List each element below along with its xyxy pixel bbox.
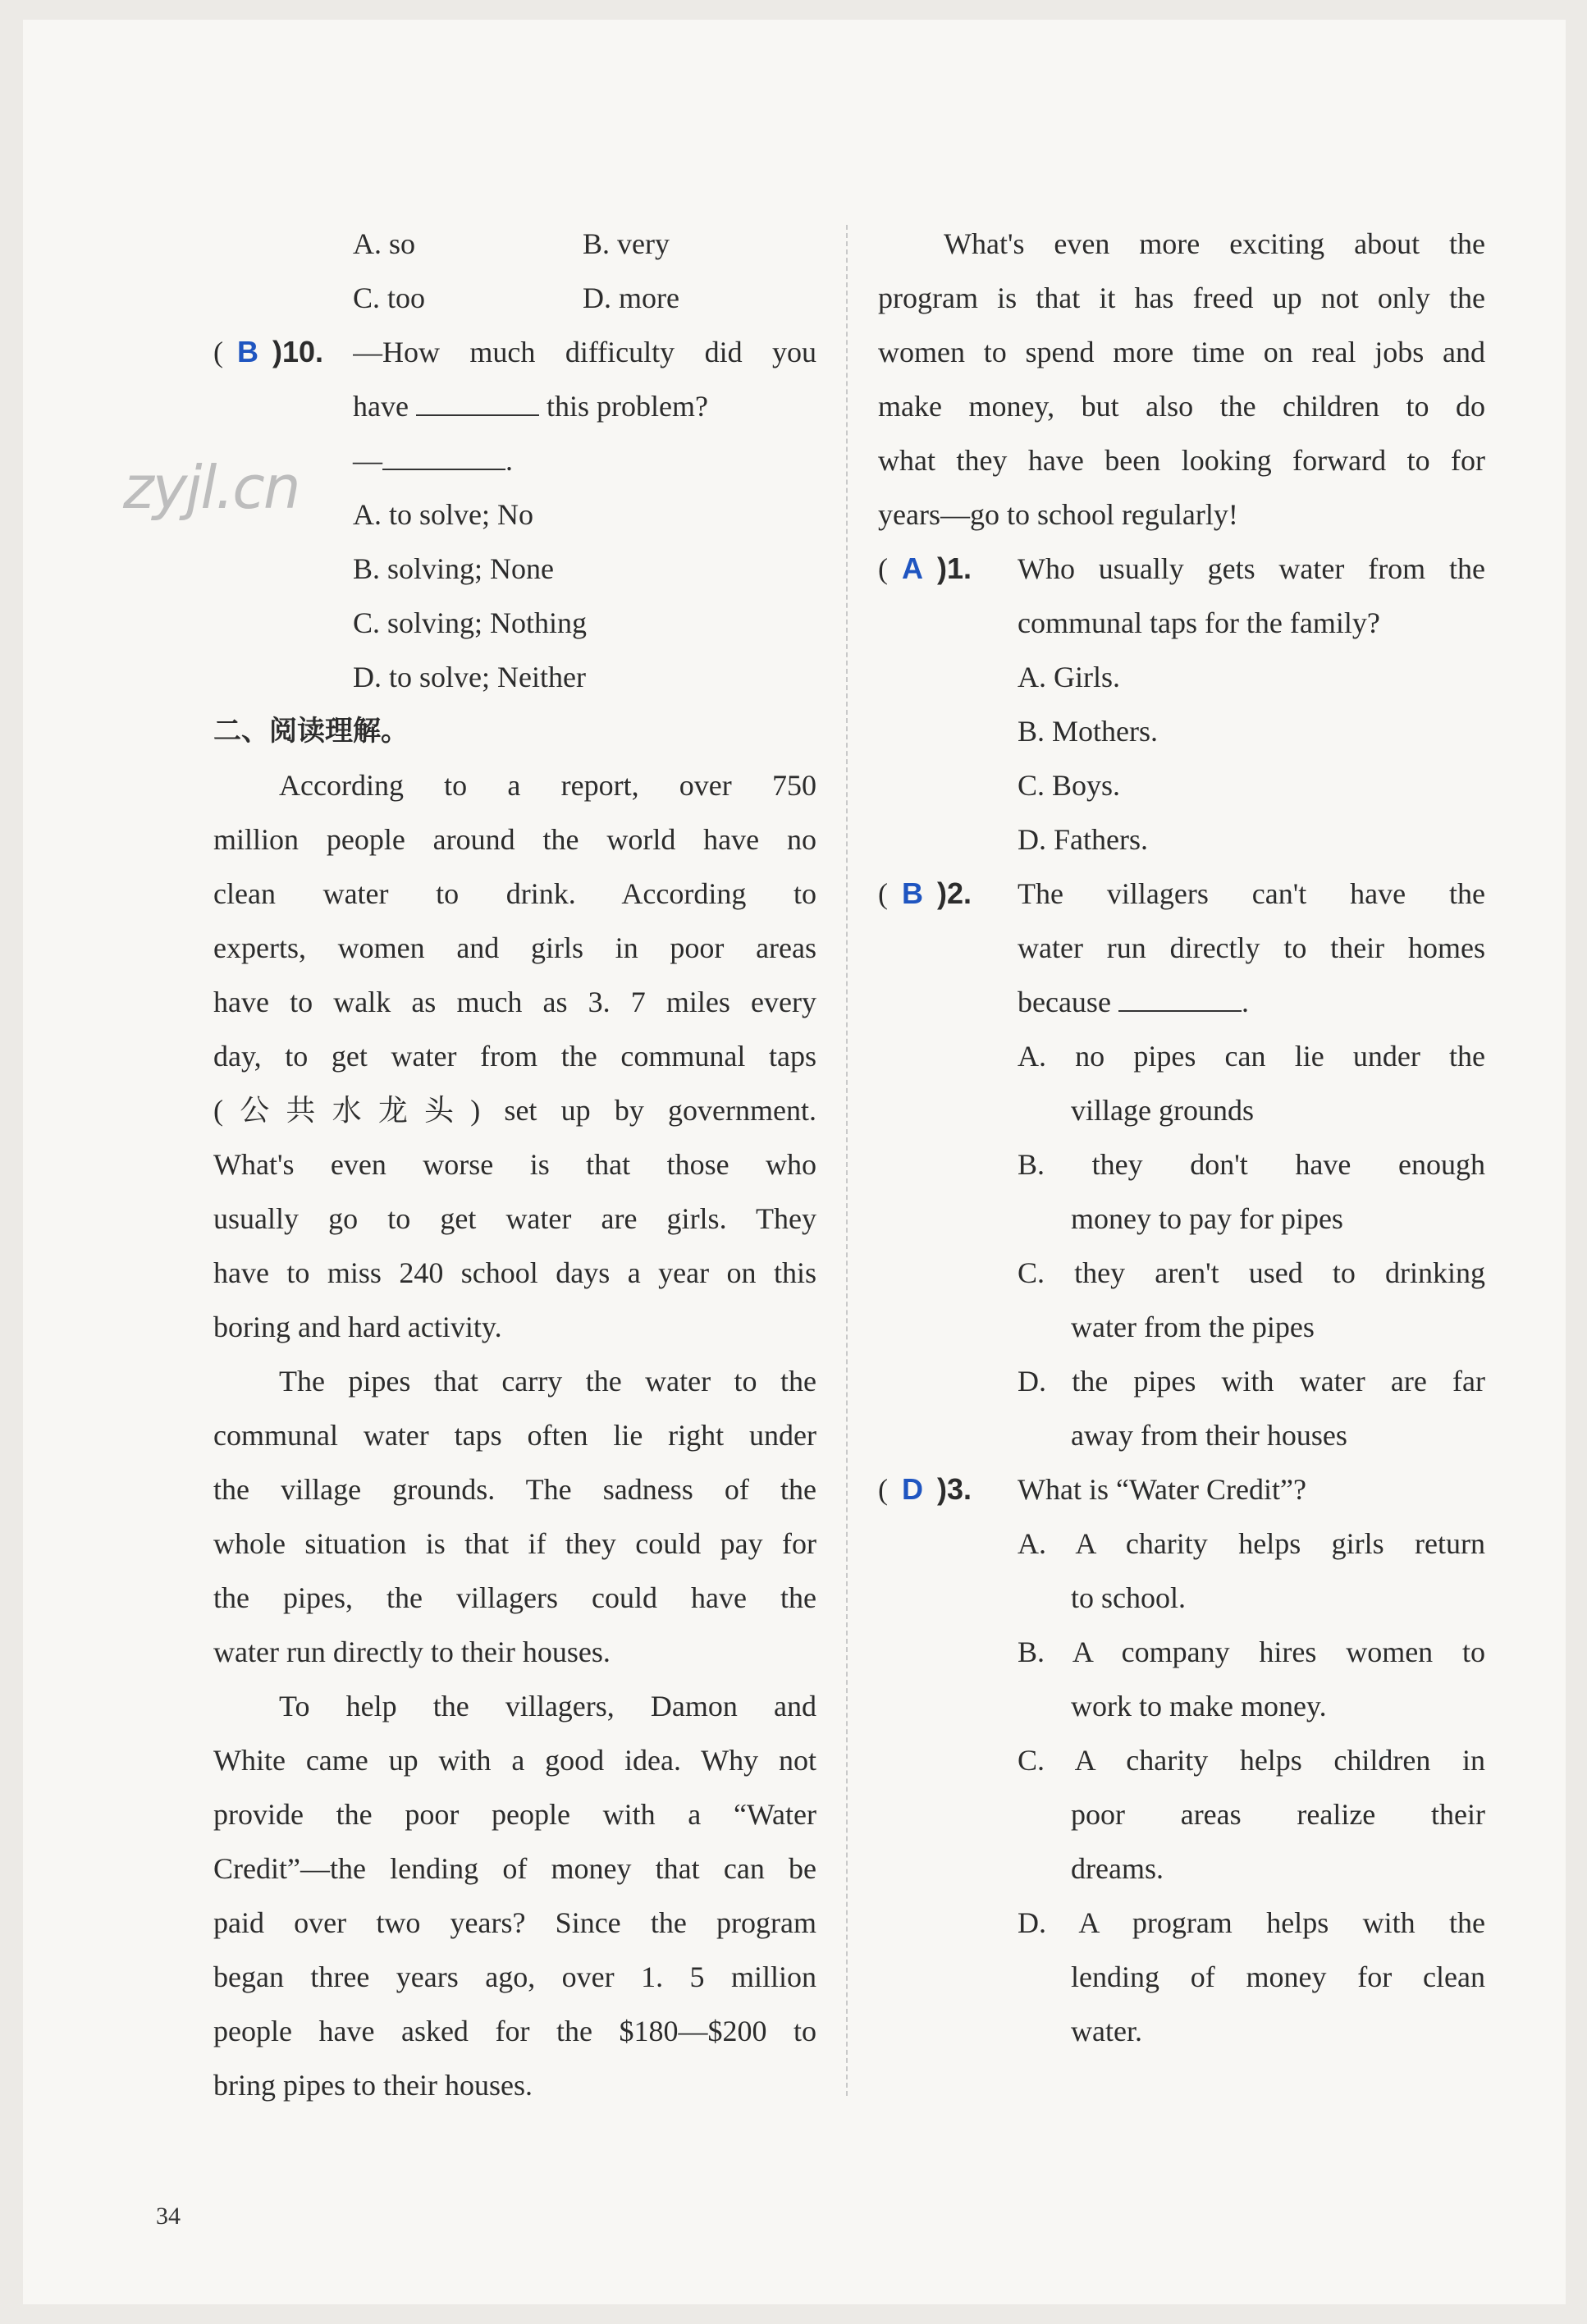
watermark: zyjl.cn (123, 453, 300, 522)
section-title: 二、阅读理解。 (213, 715, 409, 748)
answer-blank (416, 391, 539, 416)
passage-paragraph-4: What's even more exciting about the program is that it has freed up not only the women to spend more time on real jobs and make money, but also the children to do what they have been looking forward to for years—go to school regularly! (878, 227, 1485, 531)
column-divider (846, 225, 848, 2096)
passage-paragraph-2: The pipes that carry the water to the communal water taps often lie right under the village grounds. The sadness of the whole situation is that if they could pay for the pipes, the villagers could have the water run directly to their houses. (213, 1365, 816, 1668)
prev-options-row (213, 271, 816, 325)
answer-mark: A (902, 551, 923, 585)
right-column: What's even more exciting about the program is that it has freed up not only the women to spend more time on real jobs and make money, but also the children to do what they have been looking forward to for years—go to school regularly! ( A )1. Who usually gets water from the communal taps for the family? A. Girls. B. Mothers. C. Boys. D. Fathers. ( B )2. The villagers can't have the water run directly to their homes because . A. no pipes can lie under the village grounds B. they don't have enough money to pay for pipes C. they aren't used to drinking water from the pipes D. the pipes with water are far away from their houses ( D )3. What is “Water Credit”? A. A charity helps girls return to school. B. A company hires women to work to make money. C. A charity helps children in poor areas realize their dreams. D. A program helps with the lending of money for clean water. (878, 217, 1485, 2058)
option-c: C. too (353, 281, 426, 314)
question-prefix: ( B )10. (213, 325, 353, 379)
reply-line: — . (353, 444, 513, 477)
left-column (213, 217, 816, 2112)
option: C. they aren't used to drinking (1018, 1256, 1485, 1289)
option: D. to solve; Neither (353, 661, 586, 693)
option: D. Fathers. (1018, 823, 1148, 856)
answer-blank (382, 446, 505, 470)
question-10 (213, 325, 816, 379)
question-prefix: ( A )1. (878, 542, 1018, 596)
option: A. Girls. (1018, 661, 1120, 693)
question-number: )1. (937, 551, 972, 585)
answer-mark: B (237, 335, 258, 368)
option-d: D. more (583, 281, 679, 314)
answer-mark: B (902, 876, 923, 910)
answer-mark: D (902, 1472, 923, 1506)
passage-paragraph-1: According to a report, over 750 million people around the world have no clean water to drink. According to experts, women and girls in poor areas have to walk as much as 3. 7 miles every day, to get water from the communal taps (公共水龙头) set up by government. What's even worse is that those who usually go to get water are girls. They have to miss 240 school days a year on this boring and hard activity. (213, 769, 816, 1343)
option: B. solving; None (353, 552, 555, 585)
question-prefix: ( D )3. (878, 1462, 1018, 1517)
option: B. Mothers. (1018, 715, 1158, 748)
question-2 (878, 867, 1485, 921)
option: C. solving; Nothing (353, 606, 588, 639)
option-b: B. very (583, 227, 670, 260)
question-number: )2. (937, 876, 972, 910)
option-a: A. so (353, 227, 416, 260)
option: C. Boys. (1018, 769, 1121, 802)
question-number: )10. (272, 335, 324, 368)
question-prefix: ( B )2. (878, 867, 1018, 921)
option: B. they don't have enough (1018, 1148, 1485, 1181)
question-stem: The villagers can't have the (1018, 877, 1485, 910)
answer-blank (1118, 987, 1242, 1012)
question-3 (878, 1462, 1485, 1517)
question-stem: Who usually gets water from the (1018, 552, 1485, 585)
page-number: 34 (156, 2203, 181, 2230)
option: A. to solve; No (353, 498, 533, 531)
question-1 (878, 542, 1485, 596)
passage-paragraph-3: To help the villagers, Damon and White came up with a good idea. Why not provide the poor people with a “Water Credit”—the lending of money that can be paid over two years? Since the program began three years ago, over 1. 5 million people have asked for the $180—$200 to bring pipes to their houses. (213, 1690, 816, 2102)
option: B. A company hires women to (1018, 1635, 1485, 1668)
question-stem-line: have this problem? (353, 390, 708, 423)
option: A. no pipes can lie under the (1018, 1040, 1485, 1073)
option: A. A charity helps girls return (1018, 1527, 1485, 1560)
question-stem: What is “Water Credit”? (1018, 1473, 1306, 1506)
question-number: )3. (937, 1472, 972, 1506)
option: D. the pipes with water are far (1018, 1365, 1485, 1398)
worksheet-page (23, 20, 1566, 2304)
option: D. A program helps with the (1018, 1906, 1485, 1939)
question-stem: —How much difficulty did you (353, 336, 816, 368)
prev-options-row (213, 217, 816, 271)
option: C. A charity helps children in (1018, 1744, 1485, 1777)
